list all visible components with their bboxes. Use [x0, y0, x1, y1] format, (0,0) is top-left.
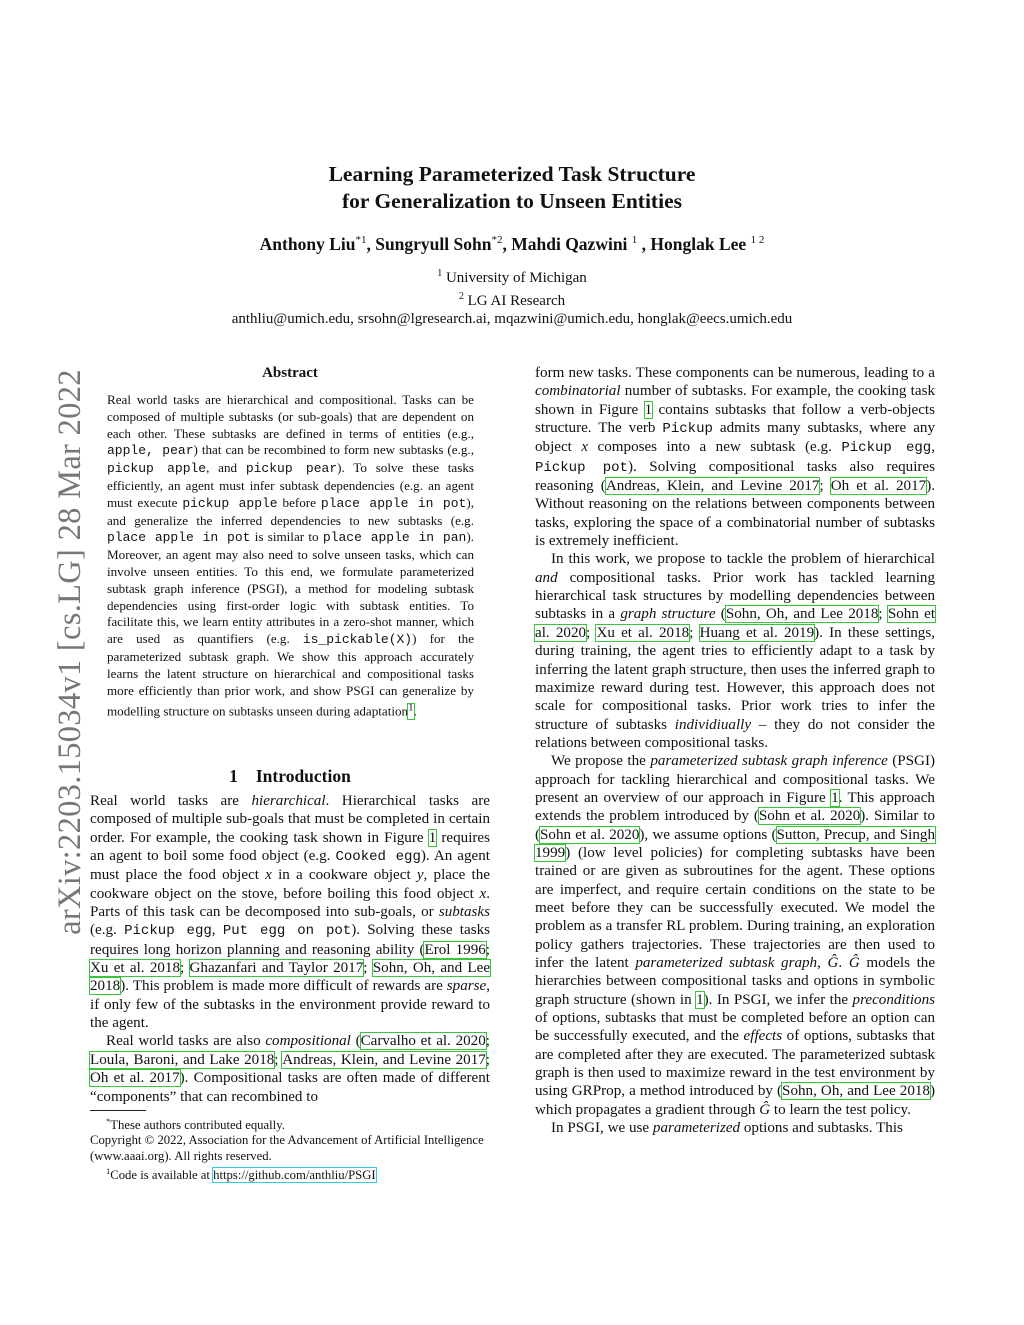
author-name: Honglak Lee — [650, 234, 747, 254]
abstract-heading: Abstract — [262, 365, 318, 381]
title-line-2: for Generalization to Unseen Entities — [342, 189, 682, 213]
footnote-link[interactable]: 1 — [408, 704, 413, 719]
code-term: pickup apple — [182, 495, 278, 511]
affiliation-2 — [0, 288, 1024, 311]
citation-link[interactable]: Huang et al. 2019 — [699, 624, 815, 641]
code-term: place apple in pan — [322, 530, 467, 546]
citation-link[interactable]: Xu et al. 2018 — [90, 960, 181, 977]
text: ). Moreover, an agent may also need to solve unseen tasks, which can involve unseen entities. To this end, we formulate parameterized subtask graph inference (PSGI), a method for modeling subtask dependencies using first-order logic with subtask entities. To facilitate this, we learn entity attributes in a zero-shot manner, which are used as quantifiers (e.g. — [107, 529, 474, 647]
affiliation-text: University of Michigan — [445, 270, 587, 286]
figure-link[interactable]: 1 — [831, 789, 839, 806]
paragraph: Real world tasks are hierarchical. Hierarchical tasks are composed of multiple sub-goals that must be completed in certain order. For example, the cooking task shown in Figure 1 requires an agent to boil some food object (e.g. Cooked egg). An agent must place the food object x in a cookware object y, place the cookware object on the stove, before boiling this food object x. Parts of this task can be decomposed into sub-goals, or subtasks (e.g. Pickup egg, Put egg on pot). Solving these tasks requires long horizon planning and reasoning ability (Erol 1996; Xu et al. 2018; Ghazanfari and Taylor 2017; Sohn, Oh, and Lee 2018). This problem is made more difficult of rewards are sparse, if only few of the subtasks in the environment provide reward to the agent. — [90, 793, 491, 1032]
left-column-body — [90, 792, 490, 1106]
citation-link[interactable]: Xu et al. 2018 — [596, 624, 690, 641]
paragraph: In this work, we propose to tackle the problem of hierarchical and compositional tasks. Prior work has tackled learning hierarchical task structures by modelling dependencies between subtasks in a graph structure (Sohn, Oh, and Lee 2018; Sohn et al. 2020; Xu et al. 2018; Huang et al. 2019). In these settings, during training, the agent tries to efficiently adapt to a task by inferring the latent graph structure, then uses the inferred graph to maximize reward during test. However, this approach does not scale for compositional tasks. Prior work tries to infer the structure of subtasks individiually – they do not consider the relations between compositional tasks. — [535, 551, 936, 751]
text: . — [413, 703, 417, 719]
text: , and — [206, 460, 246, 476]
code-term: is_pickable(X) — [302, 632, 413, 648]
code-url-link[interactable]: https://github.com/anthliu/PSGI — [213, 1168, 376, 1183]
citation-link[interactable]: Carvalho et al. 2020 — [360, 1033, 486, 1050]
author-list: Anthony Liu$^{*1}$, Sungryull Sohn$^{*2}$, Mahdi Qazwini $^1$ , Honglak Lee $^{1 2}$ — [259, 234, 765, 254]
citation-link[interactable]: Sutton, Precup, and Singh 1999 — [535, 826, 935, 861]
figure-link[interactable]: 1 — [428, 829, 437, 846]
paragraph: We propose the parameterized subtask graph inference (PSGI) approach for tackling hierarchical and compositional tasks. We present an overview of our approach in Figure 1. This approach extends the problem introduced by (Sohn et al. 2020). Similar to (Sohn et al. 2020), we assume options (Sutton, Precup, and Singh 1999) (low level policies) for completing subtasks have been trained or are given as subroutines for the agent. These options are imperfect, and require certain conditions on the state to be meet before they can be successfully executed. We model the problem as a transfer RL problem. During training, an exploration policy gathers trajectories. These trajectories are then used to infer the latent parameterized subtask graph, Ĝ. Ĝ models the hierarchies between compositional tasks and options in symbolic graph structure (shown in 1). In PSGI, we infer the preconditions of options, subtasks that must be completed before an option can be successfully executed, and the effects of options, subtasks that are completed after they are executed. The parameterized subtask graph is then used to maximize reward in the test environment by using GRProp, a method introduced by (Sohn, Oh, and Lee 2018) which propagates a gradient through Ĝ to learn the test policy. — [535, 753, 936, 1118]
affiliations — [0, 265, 1024, 329]
paper-title — [0, 161, 1024, 215]
code-term: pickup pear — [245, 461, 338, 477]
arxiv-identifier: arXiv:2203.15034v1 [cs.LG] 28 Mar 2022 — [52, 369, 88, 935]
paragraph: In PSGI, we use parameterized options and subtasks. This — [551, 1120, 903, 1137]
citation-link[interactable]: Loula, Baroni, and Lake 2018 — [90, 1051, 275, 1068]
affiliation-text: LG AI Research — [467, 292, 566, 309]
text: Real world tasks are hierarchical and compositional. Tasks can be composed of multiple subtasks (or sub-goals) that are dependent on each other. These subtasks are defined in terms of entities (e.g., — [107, 392, 474, 441]
copyright-notice: Copyright © 2022, Association for the Advancement of Artificial Intelligence (www.aaai.org). All rights reserved. — [90, 1133, 484, 1163]
code-term: place apple in pot — [107, 530, 251, 546]
right-column-body — [535, 364, 935, 1137]
author-mark: 1 — [631, 234, 638, 247]
code-term: place apple in pot — [320, 495, 467, 511]
affiliation-mark: 1 — [437, 268, 443, 279]
title-line-1: Learning Parameterized Task Structure — [328, 162, 696, 186]
citation-link[interactable]: Sohn, Oh, and Lee 2018 — [782, 1083, 930, 1100]
citation-link[interactable]: Andreas, Klein, and Levine 2017 — [282, 1051, 486, 1068]
citation-link[interactable]: Andreas, Klein, and Levine 2017 — [605, 478, 820, 495]
citation-link[interactable]: Oh et al. 2017 — [830, 478, 927, 495]
citation-link[interactable]: Sohn et al. 2020 — [540, 826, 640, 843]
author-mark: 1 2 — [750, 234, 765, 247]
footnote-code: $^1$Code is available at https://github.com/anthliu/PSGI — [106, 1165, 376, 1183]
citation-link[interactable]: Sohn, Oh, and Lee 2018 — [90, 960, 491, 995]
affiliation-mark: 2 — [458, 290, 464, 302]
text: ). To solve these tasks efficiently, an agent must infer subtask dependencies (e.g. an agent must execute — [107, 460, 474, 510]
code-term: apple, pear — [107, 443, 194, 459]
section-title: Introduction — [255, 766, 351, 786]
author-name: Sungryull Sohn — [375, 234, 492, 254]
text: is similar to — [250, 529, 323, 545]
section-number: 1 — [229, 766, 238, 786]
author-name: Mahdi Qazwini — [511, 234, 628, 254]
citation-link[interactable]: Sohn et al. 2020 — [535, 606, 936, 641]
footnote-rule — [90, 1110, 146, 1111]
author-mark: *1 — [355, 234, 367, 247]
text: ), and generalize the inferred dependencies to new subtasks (e.g. — [107, 494, 474, 528]
text: ) that can be recombined to form new subtasks (e.g., — [193, 442, 474, 458]
footnotes — [90, 1114, 490, 1183]
citation-link[interactable]: Sohn et al. 2020 — [758, 808, 861, 825]
author-name: Anthony Liu — [259, 234, 356, 254]
affiliation-1 — [0, 265, 1024, 288]
text: before — [277, 494, 321, 510]
paragraph: form new tasks. These components can be numerous, leading to a combinatorial number of subtasks. For example, the cooking task shown in Figure 1 contains subtasks that follow a verb-objects structure. The verb Pickup admits many subtasks, where any object x composes into a new subtask (e.g. Pickup egg, Pickup pot). Solving compositional tasks also requires reasoning (Andreas, Klein, and Levine 2017; Oh et al. 2017). Without reasoning on the relations between components between tasks, exploring the space of a combinatorial number of subtasks is extremely inefficient. — [535, 365, 936, 550]
text: ) for the parameterized subtask graph. We show this approach accurately learns the latent structure on hierarchical and compositional tasks more efficiently than prior work, and show PSGI can generalize by modelling structure on subtasks unseen during adaptation — [107, 631, 475, 719]
abstract-body — [107, 392, 474, 721]
section-heading-introduction — [90, 766, 490, 787]
citation-link[interactable]: Oh et al. 2017 — [90, 1070, 180, 1087]
footnote-equal-contribution: *These authors contributed equally. — [106, 1116, 285, 1133]
author-mark: *2 — [491, 234, 503, 247]
paragraph: Real world tasks are also compositional (Carvalho et al. 2020; Loula, Baroni, and Lake 2018; Andreas, Klein, and Levine 2017; Oh et al. 2017). Compositional tasks are often made of different “components” that can recombined to — [90, 1033, 490, 1105]
citation-link[interactable]: Erol 1996 — [424, 941, 486, 958]
figure-link[interactable]: 1 — [696, 991, 704, 1008]
citation-link[interactable]: Sohn, Oh, and Lee 2018 — [725, 606, 879, 623]
figure-link[interactable]: 1 — [644, 401, 653, 418]
author-emails: anthliu@umich.edu, srsohn@lgresearch.ai, mqazwini@umich.edu, honglak@eecs.umich.edu — [231, 311, 793, 327]
citation-link[interactable]: Ghazanfari and Taylor 2017 — [189, 960, 364, 977]
code-term: pickup apple — [107, 461, 207, 477]
